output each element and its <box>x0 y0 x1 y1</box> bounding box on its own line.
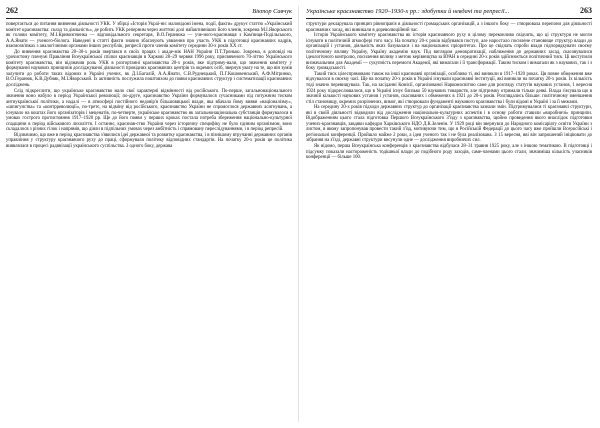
paragraph: До вивчення краєзнавства 20–30-х років звертався в своїх працях і акаде-мік НАН України П.Т.Тронько. Зокрема, в доповіді на урочистому пленумі Правління Всеукраїнської спілки краєзнавців в Харкові 28–29 червня 1996 року, присвяченого 70-літтю Українського комітету краєзнавства, він відзначив роль УКК в розгортанні краєзнавства 20-х років, яке підтриму-вали, що значення комітету у формуванні наукових принципів досліджуваної діяльності провідних краєзнавчих центрів та окремих осіб, звернув увагу на те, що він зумів залучити до роботи таких відомих в Україні учених, як Д.І.Багалій, А.А.Янати, С.В.Руднецький, П.Г.Кошовенський, А.Ф.Мітринко, В.О.Геранюк, К.В.Дубняк, М.І.Яворський. Їх активність послужила поштовхом до появи краєзнавчих структур і систематизації краєзнавчих досліджень. <box>6 49 292 89</box>
gutter-divider <box>298 6 299 422</box>
left-page <box>6 6 292 422</box>
paragraph: повертається до питання вивчення діяльності УКК. У збірці «Історія Украї-ни: маловідомі імена, події, факти» друкує статтю «Український комітет краєзнавства: склад та діяльність», де робить УКК реперним через життєві долі найактивніших його членів, зокрема М.І.Яворського як голови комітету, М.І.Кривоэпченка — відповідального секретаря, В.О.Геранюка — уче-ного-краєзнавця з Кам'янця-Подільського, А.А.Янати — ученого-біолога. Наведені в статті факти значно збагачують уявлення про участь УКК в підготовці краєзнавчих кадрів, взаємозв'язках з аналогічними органами інших республік, репресії проти членів комітету середини 30-х років XX ст. <box>6 22 292 50</box>
paragraph: Як відомо, перша Всеукраїнська конференція з краєзнавства відбулася 28–31 травня 1925 року, але з іншою тематикою. В підготовці і підсумку показали настороженість тодішньої влади до подібного роду заходів, саме-членами цього стали, значиміша кількість учасників конференції — більше 100. <box>306 144 592 161</box>
left-body-text <box>6 22 292 150</box>
left-page-number: 262 <box>6 6 18 15</box>
right-running-head-title: Українське краєзнавство 1920–1930-х рр.: здобутки й невдачі та репресії... <box>306 8 510 15</box>
right-page <box>306 6 592 422</box>
right-page-number: 263 <box>580 6 592 15</box>
paragraph: Відзначимо, що вже в період краєзнавства з'явилися ідеї державної та розвитку краєзнавства, і в пізнішому втручанні державних органів управління у структуру краєзнавчого руху до праці, сформували політику відповідних стандартів. На початку 20-х років це політика виявлялася в процесі радянізації українського суспільства. З одного боку, держава <box>6 132 292 150</box>
paragraph: На середину 20-х років підходи державних структур до організації краєзнавства зазнали змін. Підтримувалися ті краєзнавчі структури, які в своїй діяльності відводили від дослідження національно-культурних аспектів і в основу роботи ставили «виробничі» принципи. Відображенням цього стала підготовка Першого Всеукраїнського З'їзду з краєзнавства, щойно проведення якого внаслідок підготовки учених-краєзнавців, завдяки кафедри Харківського НДО Д.К.Зеленін. У 1929 році він звернувся до Народного комісаріату освіти України з листом, в якому запропонував провести такий з'їзд, мотивуючи тим, що в Російській Федерації до цього часу вже пройшли Всеросійські і регіональні конференції. Пройшло майже 2 роки, а ідея ученого так і не була реалізована. З 15 вересня, вві він запрошений ініціювати до зібрання на з'їзді, державні структури висунули одне — дослідження виробничих сил. <box>306 105 592 144</box>
right-running-head <box>306 6 592 19</box>
paragraph: Слід підкреслити, що українське краєзнавство мало свої характерні відмінності від російського. По-перше, загальнонаціонального значення воно набуло в період Української революції; по-друге, краєзнавство України формувалося сучасниками під потужним тиском антиукраїнської політики, а надалі — в атмосфері постійного недовір'я більшовицької влади, яка вбачала йому вияви «націоналізму», «шпигунства» та «контрреволюції», по-третє, на відміну від російського, краєзнавство України не спромоглося державних асигнувань, а існувало на коштах його організаторів і меценатів, по-четверте, українське краєзнавство як загальнонаціональна субстанція формувалося в умовах гострого протистояння 1917–1920 рр. Ще до його появи у перших кроках постала потреба збереження національно-культурної спадщини в період військового лихоліття. І останнє, краєзнав-ство України через історичну специфіку не було єдиним організмом, воно складалося з різних гілок і напрямів, що діяли в підпільних умовах через амбітність і спрямовану переслідуваннями, і в період репресій. <box>6 88 292 133</box>
paragraph: структури декларувала принцип рівноправ'я в діяльності громадських організацій, а з іншого боку — створювала перепони для діяльності краєзнавчих засад, які виникали в дореволюційний час. <box>306 22 592 33</box>
left-running-head-title: Віктор Савчук <box>252 8 292 15</box>
right-body-text <box>306 22 592 161</box>
left-running-head <box>6 6 292 19</box>
paragraph: Історія Українського комітету краєзнавства як історія краєзнавчого руху в цілому переконливо свідчить, що ці структури не могли існувати в політичній атмосфері того часу. На початку 20-х років відбувався поступ, але наростало посилене становище структур влади до організацій і установ, діяльність яких базувалася і на національних пріоритетах. Про це свідчать спроби влади підпорядкувати своєму політичному впливу Україну, Україну академію наук. Під виглядом демократизації, наближення до державних засад, скасовувалися ідеологічного контролю, посилення впливу з метою керівництва за ВУАН в середині 20-х років здійснюється політичний тиск. Ці виступили визначальним для Академії — сукупність перемоги Академії, які вимагали і її трансформації. Таким тиском і вимагали як з наукових, так і з боку громадськості. <box>306 33 592 72</box>
paragraph: Такий тиск цілеспрямовано також на інші краєзнавчі організації, особливо ті, які виникли в 1917–1920 роках. Ця повне обмеження вже відчувалося в своєму часі. Ще на початку 20-х років в Україні існували краєзнавчі інституції, які виникли на початку 20-х років. Їх кількість тоді значно перевищувала. Так, на засіданні Комісії, організованої Наркомосвітою саме для розгляду статутів наукових установ, 1 вересня 1924 року підкреслювалося, що в Україні існує близько 50 наукових товариств, але підтримку отримали тільки деякі. Влада з'ясувала що в значній кількості наукових установ і установ, скасованих і обмежених в 1921 до 20-х років. Розглядались більше: політичному зменшення стіл становищу, окремих розрізнених, вимог, які створювали фундаменті наукового краєзнавства і були відомі в Україні і за її межами. <box>306 71 592 105</box>
